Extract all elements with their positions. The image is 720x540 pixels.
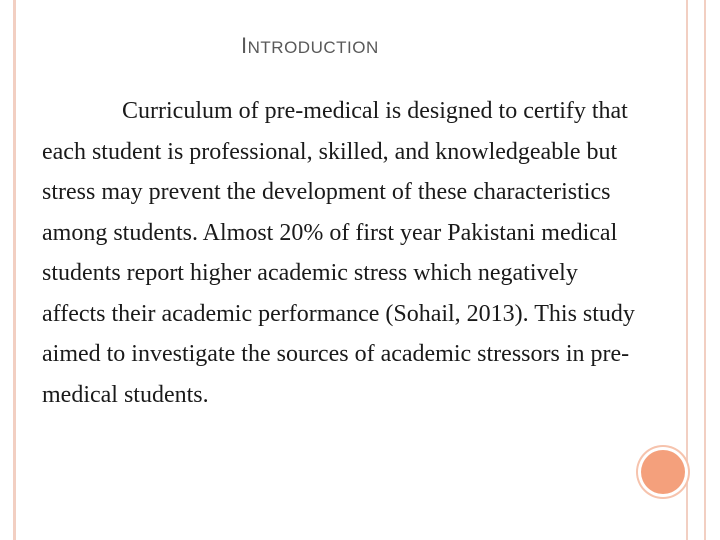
right-border-outer-line	[704, 0, 706, 540]
slide-body-paragraph: Curriculum of pre-medical is designed to certify that each student is professional, skilled, and knowledgeable but stress may prevent the development of these characteristics among students. Almost 20% of first year Pakistani medical students report higher academic stress which negatively affects their academic performance (Sohail, 2013). This study aimed to investigate the sources of academic stressors in pre-medical students.	[42, 98, 635, 408]
decorative-circle	[641, 450, 685, 494]
slide-title-initial: I	[241, 33, 248, 58]
slide-title-rest: NTRODUCTION	[247, 38, 379, 57]
slide-title	[241, 33, 379, 59]
left-border-line	[13, 0, 16, 540]
right-border-band	[688, 0, 704, 540]
